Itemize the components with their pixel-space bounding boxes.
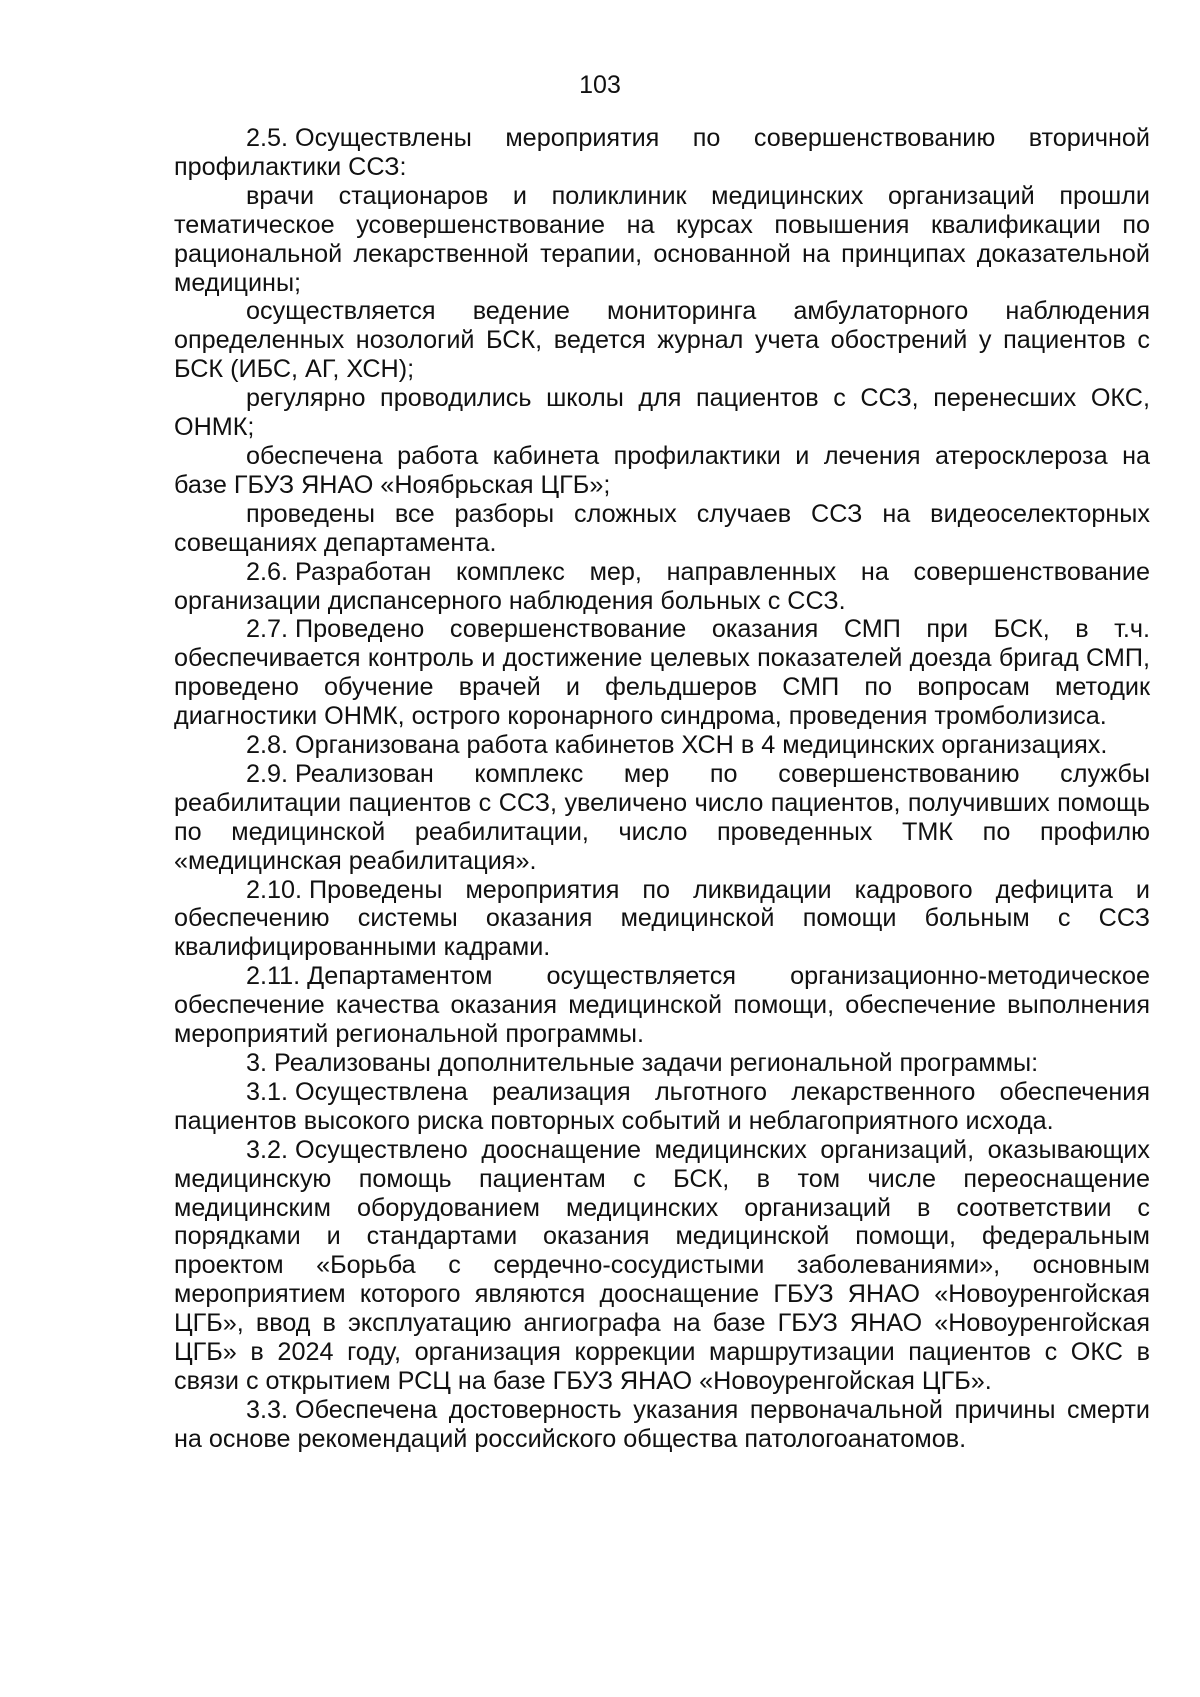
paragraph-2-9 bbox=[174, 760, 1150, 876]
paragraph-number: 3.1. bbox=[246, 1077, 289, 1106]
paragraph-number: 2.10. bbox=[246, 875, 303, 904]
paragraph-text: регулярно проводились школы для пациентов с ССЗ, перенесших ОКС, ОНМК; bbox=[174, 384, 1150, 442]
paragraph-text: обеспечена работа кабинета профилактики и лечения атеросклероза на базе ГБУЗ ЯНАО «Ноябрьская ЦГБ»; bbox=[174, 441, 1150, 499]
paragraph-2-11 bbox=[174, 962, 1150, 1049]
paragraph-number: 2.7. bbox=[246, 615, 289, 644]
paragraph-text: Осуществлены мероприятия по совершенствованию вторичной профилактики ССЗ: bbox=[174, 124, 1150, 181]
paragraph-number: 3.3. bbox=[246, 1395, 289, 1424]
paragraph-text: Обеспечена достоверность указания первоначальной причины смерти на основе рекомендаций российского общества патологоанатомов. bbox=[174, 1395, 1150, 1453]
paragraph-number: 2.8. bbox=[246, 731, 289, 760]
paragraph-text: Департаментом осуществляется организационно-методическое обеспечение качества оказания медицинской помощи, обеспечение выполнения мероприятий региональной программы. bbox=[174, 962, 1150, 1049]
paragraph-3-2 bbox=[174, 1136, 1150, 1396]
paragraph-3 bbox=[174, 1049, 1150, 1078]
document-body bbox=[174, 124, 1150, 1454]
paragraph-bullet-doctors-training bbox=[174, 182, 1150, 298]
paragraph-bullet-monitoring bbox=[174, 297, 1150, 384]
paragraph-number: 2.6. bbox=[246, 557, 289, 586]
paragraph-text: Реализованы дополнительные задачи региональной программы: bbox=[274, 1049, 1039, 1077]
paragraph-number: 2.11. bbox=[246, 962, 301, 991]
paragraph-text: проведены все разборы сложных случаев ССЗ на видеоселекторных совещаниях департамента. bbox=[174, 499, 1150, 557]
paragraph-text: Разработан комплекс мер, направленных на совершенствование организации диспансерного наблюдения больных с ССЗ. bbox=[174, 557, 1150, 615]
paragraph-3-3 bbox=[174, 1396, 1150, 1454]
paragraph-text: Проведены мероприятия по ликвидации кадрового дефицита и обеспечению системы оказания медицинской помощи больным с ССЗ квалифицированными кадрами. bbox=[174, 875, 1150, 962]
paragraph-2-8 bbox=[174, 731, 1150, 760]
paragraph-number: 2.9. bbox=[246, 759, 289, 788]
paragraph-text: Проведено совершенствование оказания СМП при БСК, в т.ч. обеспечивается контроль и достижение целевых показателей доезда бригад СМП, проведено обучение врачей и фельдшеров СМП по вопросам методик диагностики ОНМК, острого коронарного синдрома, проведения тромболизиса. bbox=[174, 615, 1150, 731]
paragraph-text: Осуществлено дооснащение медицинских организаций, оказывающих медицинскую помощь пациентам с БСК, в том числе переоснащение медицинским оборудованием медицинских организаций в соответствии с порядками и стандартами оказания медицинской помощи, федеральным проектом «Борьба с сердечно-сосудистыми заболеваниями», основным мероприятием которого являются дооснащение ГБУЗ ЯНАО «Новоуренгойская ЦГБ», ввод в эксплуатацию ангиографа на базе ГБУЗ ЯНАО «Новоуренгойская ЦГБ» в 2024 году, организация коррекции маршрутизации пациентов с ОКС в связи с открытием РСЦ на базе ГБУЗ ЯНАО «Новоуренгойская ЦГБ». bbox=[174, 1135, 1150, 1395]
paragraph-text: Осуществлена реализация льготного лекарственного обеспечения пациентов высокого риска повторных событий и неблагоприятного исхода. bbox=[174, 1077, 1150, 1135]
paragraph-number: 3. bbox=[246, 1049, 268, 1077]
paragraph-bullet-schools bbox=[174, 384, 1150, 442]
paragraph-2-10 bbox=[174, 876, 1150, 963]
paragraph-2-6 bbox=[174, 558, 1150, 616]
paragraph-text: Реализован комплекс мер по совершенствованию службы реабилитации пациентов с ССЗ, увеличено число пациентов, получивших помощь по медицинской реабилитации, число проведенных ТМК по профилю «медицинская реабилитация». bbox=[174, 759, 1150, 875]
page-number: 103 bbox=[579, 71, 621, 99]
paragraph-number: 3.2. bbox=[246, 1135, 289, 1164]
paragraph-bullet-atherosclerosis-office bbox=[174, 442, 1150, 500]
paragraph-bullet-case-reviews bbox=[174, 500, 1150, 558]
paragraph-text: врачи стационаров и поликлиник медицинских организаций прошли тематическое усовершенствование на курсах повышения квалификации по рациональной лекарственной терапии, основанной на принципах доказательной медицины; bbox=[174, 181, 1150, 297]
paragraph-number: 2.5. bbox=[246, 124, 289, 152]
paragraph-2-5 bbox=[174, 124, 1150, 182]
paragraph-3-1 bbox=[174, 1078, 1150, 1136]
paragraph-text: осуществляется ведение мониторинга амбулаторного наблюдения определенных нозологий БСК, ведется журнал учета обострений у пациентов с БСК (ИБС, АГ, ХСН); bbox=[174, 297, 1150, 384]
paragraph-text: Организована работа кабинетов ХСН в 4 медицинских организациях. bbox=[295, 731, 1108, 760]
paragraph-2-7 bbox=[174, 615, 1150, 731]
